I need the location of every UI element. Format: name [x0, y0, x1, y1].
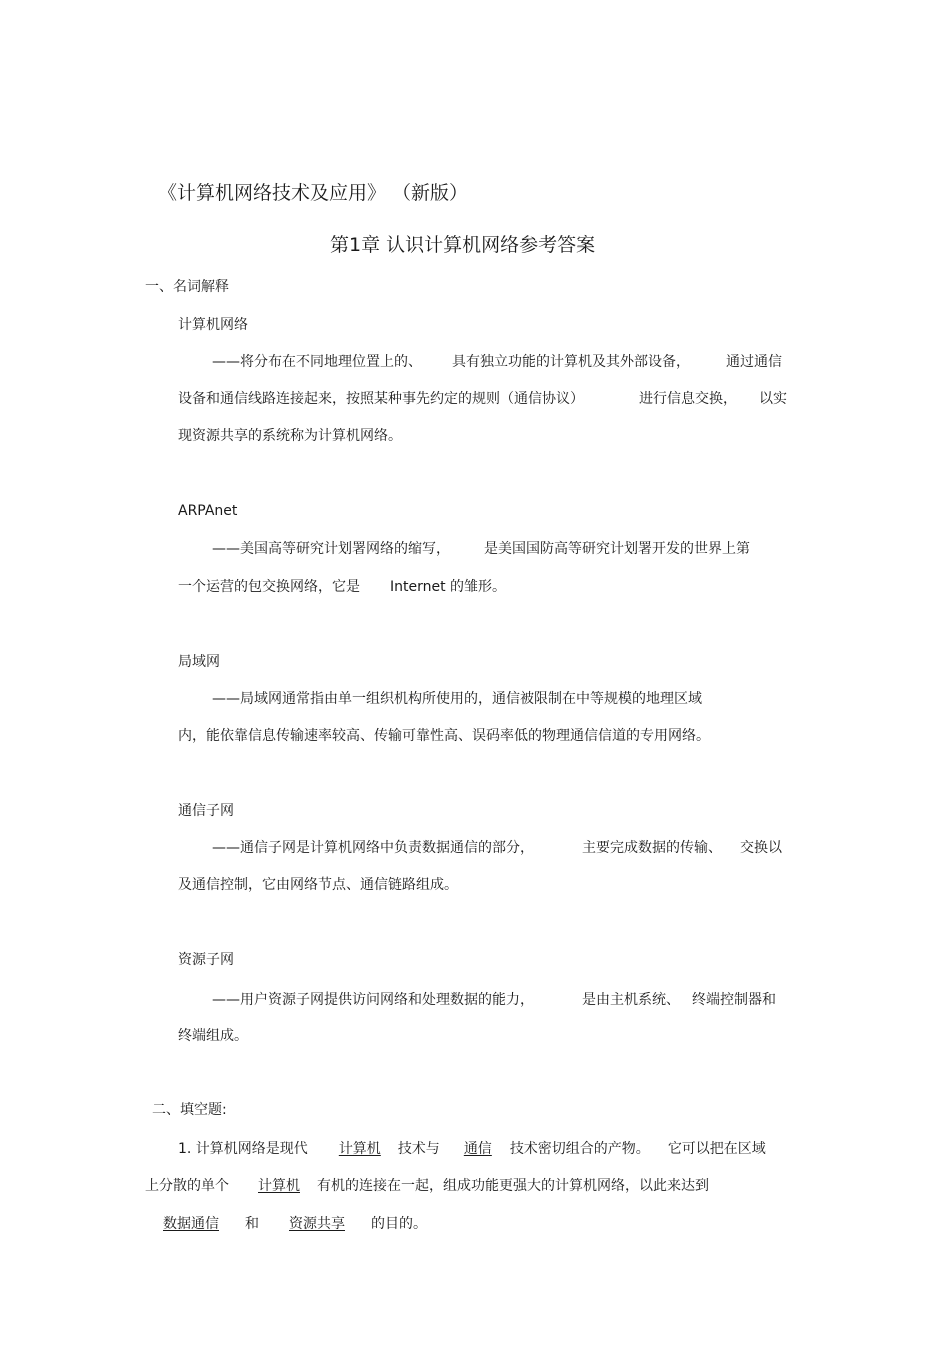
question-line: 上分散的单个 计算机 有机的连接在一起，组成功能更强大的计算机网络，以此来达到: [145, 1175, 709, 1195]
chapter-title: 第1章 认识计算机网络参考答案: [330, 234, 596, 256]
definition-line: 一个运营的包交换网络，它是 Internet 的雏形。: [178, 579, 507, 595]
definition-line: 现资源共享的系统称为计算机网络。: [178, 428, 402, 444]
section-heading-definitions: 一、名词解释: [145, 279, 229, 295]
term-lan: 局域网: [178, 654, 220, 670]
definition-line: ——将分布在不同地理位置上的、 具有独立功能的计算机及其外部设备， 通过通信: [212, 354, 782, 370]
definition-line: 终端组成。: [178, 1028, 248, 1044]
answer-blank: 计算机: [258, 1178, 300, 1194]
definition-line: ——美国高等研究计划署网络的缩写， 是美国国防高等研究计划署开发的世界上第: [212, 541, 750, 557]
definition-line: ——通信子网是计算机网络中负责数据通信的部分， 主要完成数据的传输、 交换以: [212, 840, 782, 856]
question-line: 1. 计算机网络是现代 计算机 技术与 通信 技术密切组合的产物。 它可以把在区域: [178, 1138, 766, 1158]
definition-line: ——局域网通常指由单一组织机构所使用的，通信被限制在中等规模的地理区域: [212, 691, 702, 707]
term-resource-subnet: 资源子网: [178, 952, 234, 968]
section-heading-fill-in: 二、填空题:: [152, 1102, 227, 1118]
term-communication-subnet: 通信子网: [178, 803, 234, 819]
definition-line: 及通信控制，它由网络节点、通信链路组成。: [178, 877, 458, 893]
answer-blank: 资源共享: [289, 1216, 345, 1232]
definition-line: 设备和通信线路连接起来，按照某种事先约定的规则（通信协议） 进行信息交换， 以实: [178, 391, 787, 407]
answer-blank: 通信: [463, 1141, 492, 1157]
answer-blank: 计算机: [338, 1141, 381, 1157]
definition-line: 内，能依靠信息传输速率较高、传输可靠性高、误码率低的物理通信信道的专用网络。: [178, 728, 710, 744]
question-line: 数据通信 和 资源共享 的目的。: [145, 1213, 427, 1233]
term-computer-network: 计算机网络: [178, 317, 248, 333]
definition-line: ——用户资源子网提供访问网络和处理数据的能力， 是由主机系统、 终端控制器和: [212, 992, 776, 1008]
answer-blank: 数据通信: [163, 1216, 219, 1232]
term-arpanet: ARPAnet: [178, 503, 238, 519]
document-title: 《计算机网络技术及应用》 （新版）: [158, 182, 469, 204]
